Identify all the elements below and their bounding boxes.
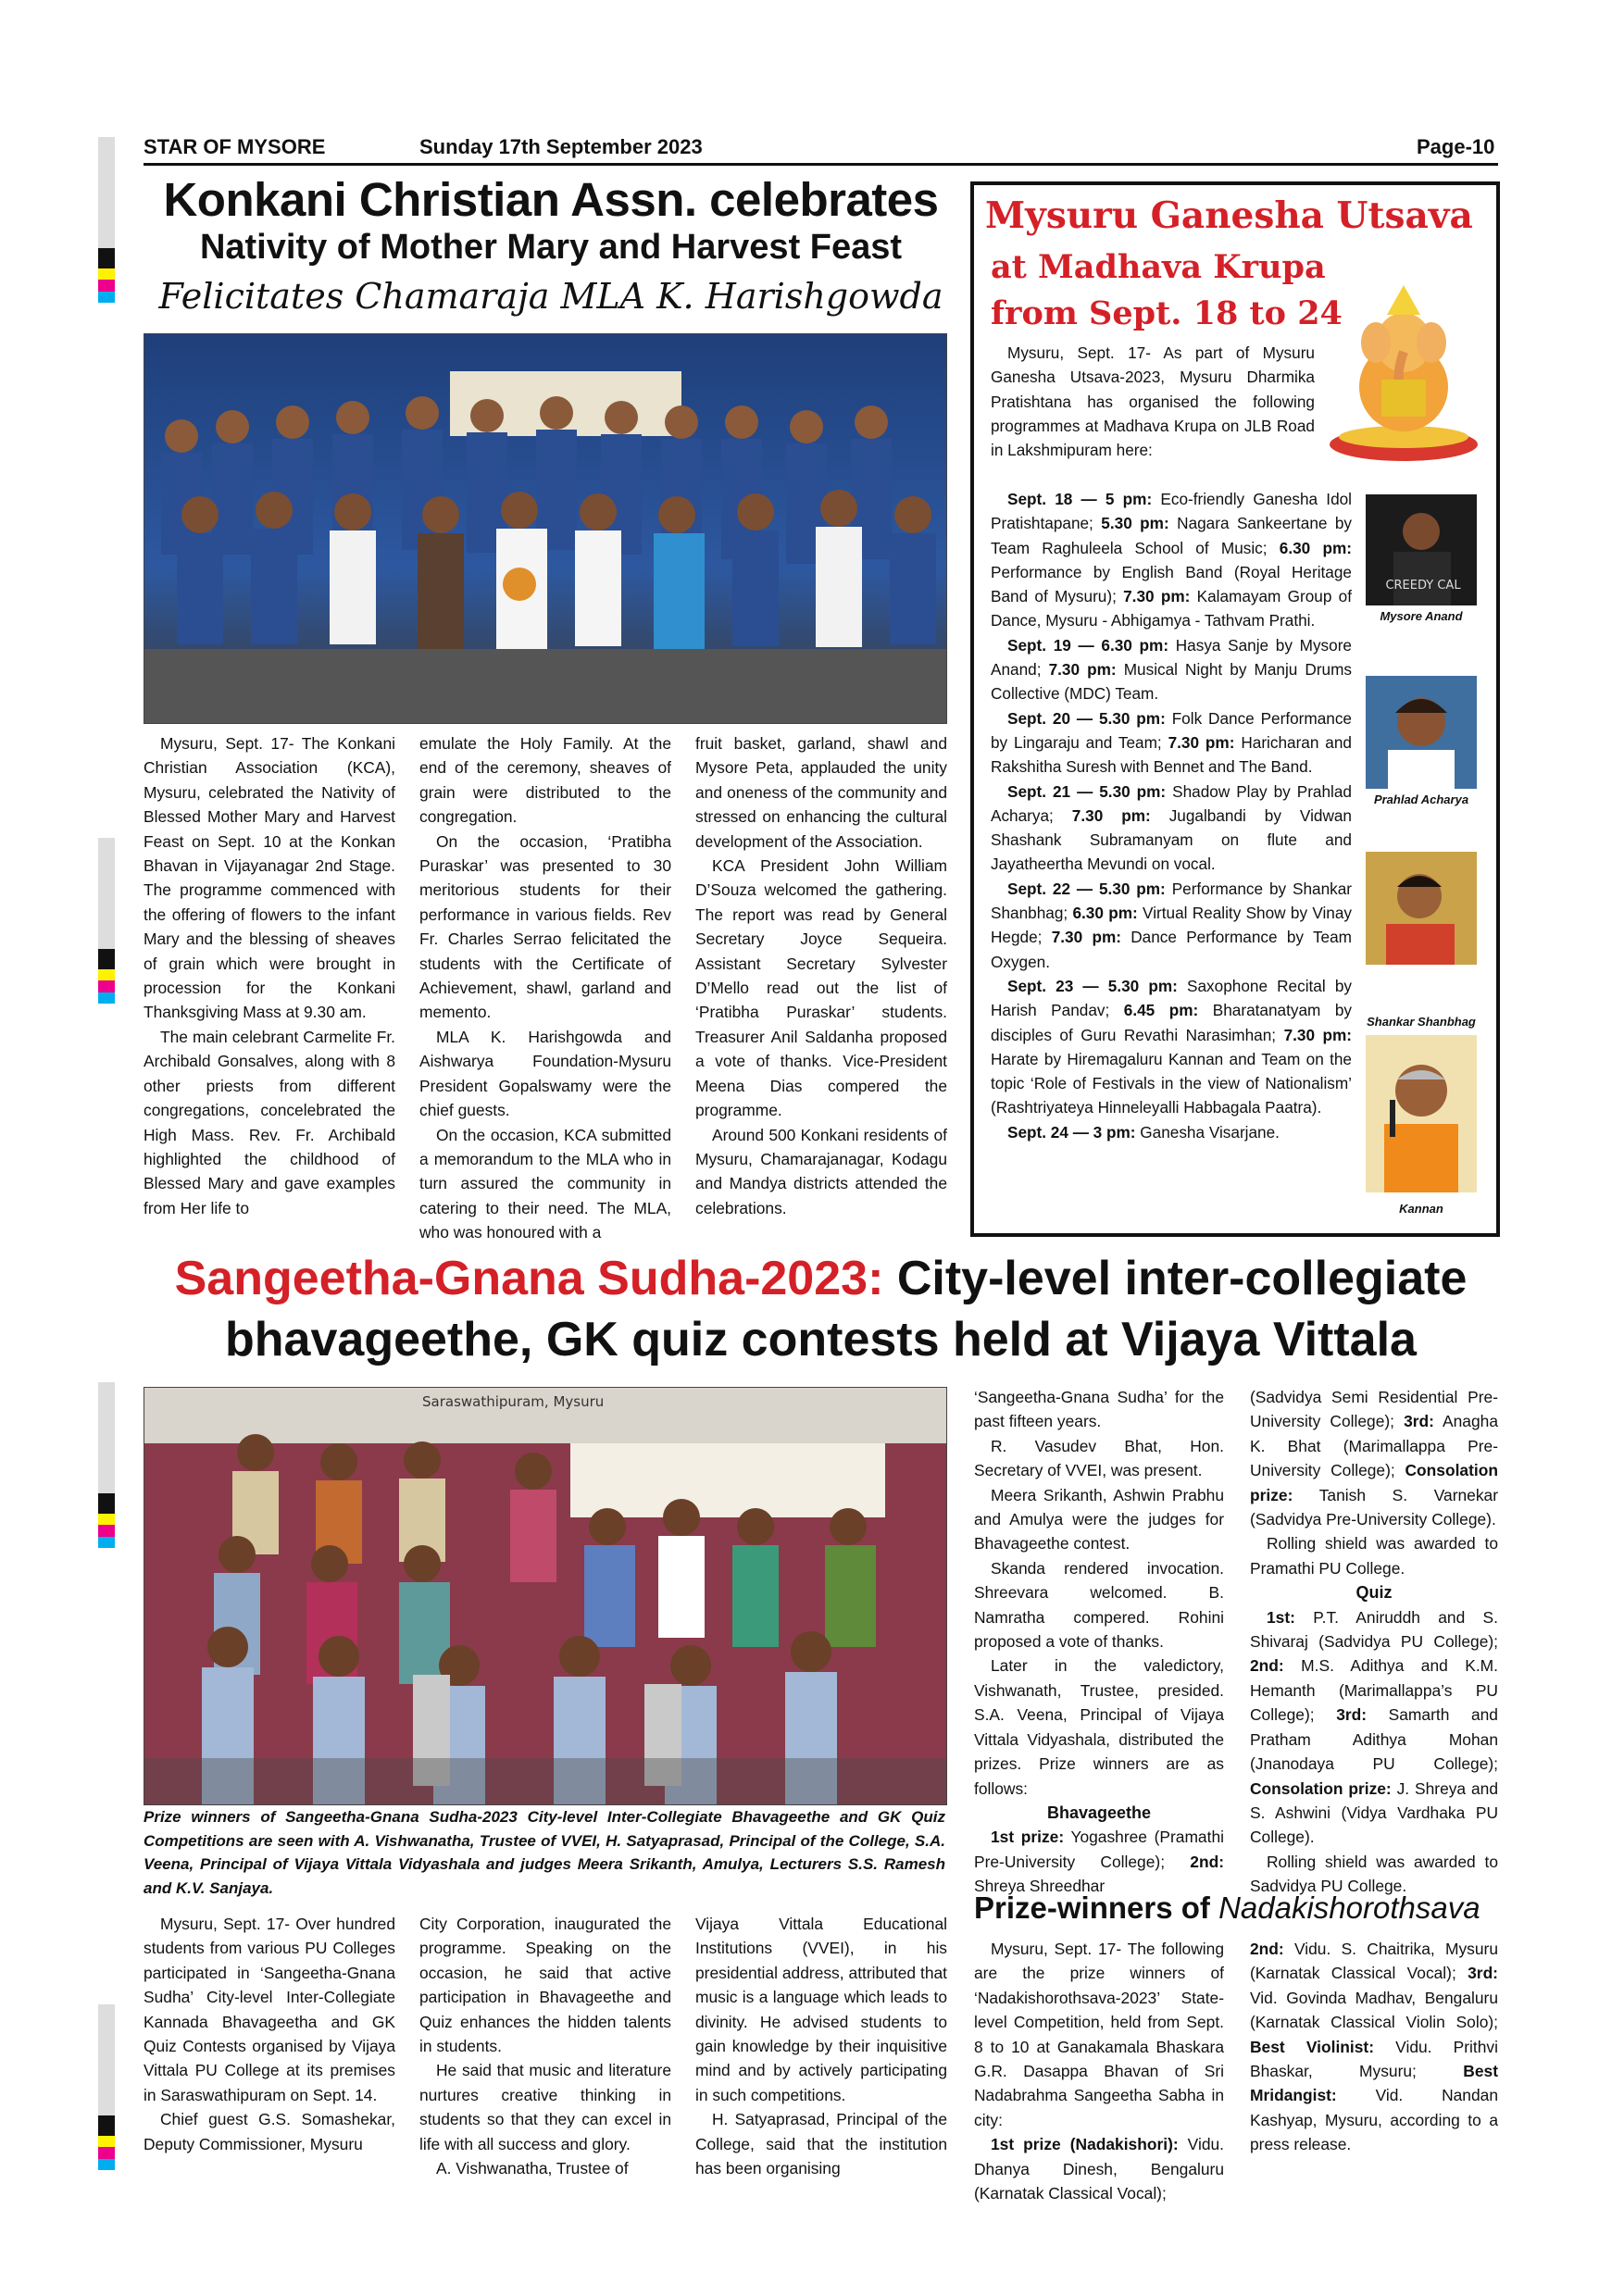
- nadakishori-2nd-label: 2nd:: [1250, 1940, 1284, 1958]
- article2-headline-red: Sangeetha-Gnana Sudha-2023:: [174, 1252, 884, 1305]
- article2-col4-para5: Later in the valedictory, Vishwanath, Trustee, presided. S.A. Veena, Principal of Vijaya Vittala Vidyashala, distributed the prizes. Prize winners are as follows:: [974, 1656, 1224, 1798]
- prahlad-acharya-photo: [1366, 676, 1477, 789]
- quiz-2nd-label: 2nd:: [1250, 1656, 1284, 1676]
- article1-col3-para2: KCA President John William D’Souza welcomed the gathering. The report was read by General Secretary Joyce Sequeira. Assistant Secretary Sylvester D’Mello read out the list of ‘Pratibha Puraskar’ students. Treasurer Anil Saldanha proposed a vote of thanks. Vice-President Meena Dias compered the programme.: [695, 856, 947, 1120]
- bhava-1st-label: 1st prize:: [991, 1828, 1065, 1847]
- article3-headline-italic: Nadakishorothsava: [1218, 1890, 1480, 1925]
- reg-bar-magenta-2: [98, 980, 115, 992]
- best-violinist-label: Best Violinist:: [1250, 2037, 1374, 2056]
- schedule-sept-19: [991, 633, 1352, 706]
- quiz-consolation-label: Consolation prize:: [1250, 1778, 1392, 1798]
- schedule-text: Dance Performance by Team Oxygen.: [991, 928, 1352, 971]
- best-mridangist-text: Vid. Nandan Kashyap, Mysuru, according to a press release.: [1250, 2086, 1498, 2154]
- reg-bar-grey-1: [98, 137, 115, 248]
- article2-col2-para1: City Corporation, inaugurated the programme. Speaking on the occasion, he said that active participation in Bhavageethe and Quiz enhances the hidden talents in students.: [419, 1915, 671, 2056]
- article3-column-1: [974, 1937, 1224, 2205]
- schedule-text: Hasya Sanje by Mysore Anand;: [991, 635, 1352, 680]
- caption-mysore-anand: Mysore Anand: [1380, 609, 1463, 623]
- bhava-2nd-label: 2nd:: [1190, 1852, 1224, 1871]
- quiz-subhead: Quiz: [1355, 1583, 1393, 1603]
- kca-group-photo: [144, 333, 947, 724]
- reg-bar-magenta-3: [98, 1525, 115, 1537]
- prize-winners-caption: Prize winners of Sangeetha-Gnana Sudha-2023 City-level Inter-Collegiate Bhavageethe and GK Quiz Competitions are seen with A. Vishwanatha, Trustee of VVEI, H. Satyaprasad, Principal of the College, S.A. Veena, Principal of Vijaya Vittala Vidyashala and judges Meera Srikanth, Amulya, Lecturers S.S. Ramesh and K.V. Sanjaya.: [144, 1808, 945, 1897]
- article1-headline: Konkani Christian Assn. celebrates: [163, 173, 939, 226]
- schedule-label: 6.45 pm:: [1123, 1001, 1199, 1020]
- article2-column-3: [695, 1912, 947, 2180]
- reg-bar-grey-3: [98, 1382, 115, 1493]
- nadakishori-1st-text: Vidu. Dhanya Dinesh, Bengaluru (Karnatak Classical Vocal);: [974, 2135, 1224, 2203]
- schedule-text: Nagara Sankeertane by Team Raghuleela School of Music;: [991, 514, 1353, 557]
- article1-col3-para1: fruit basket, garland, shawl and Mysore Peta, applauded the unity and oneness of the community and stressed on enhancing the cultural development of the Association.: [695, 734, 947, 851]
- reg-bar-black-3: [98, 1493, 115, 1514]
- article1-kicker: Felicitates Chamaraja MLA K. Harishgowda: [158, 276, 943, 317]
- ganesha-schedule: [991, 487, 1352, 1144]
- schedule-text: Virtual Reality Show by Vinay Hegde;: [991, 904, 1353, 947]
- article1-col1-para2: The main celebrant Carmelite Fr. Archibald Gonsalves, along with 8 other priests from different congregations, concelebrated the High Mass. Rev. Fr. Archibald highlighted the childhood of Blessed Mary and gave examples from Her life to: [144, 1027, 395, 1217]
- bhava-1st-text: Yogashree (Pramathi Pre-University College);: [974, 1828, 1224, 1871]
- reg-bar-cyan-2: [98, 992, 115, 1004]
- article1-col3-para3: Around 500 Konkani residents of Mysuru, Chamarajanagar, Kodagu and Mandya districts attended the celebrations.: [695, 1125, 947, 1217]
- article2-column-5: [1250, 1385, 1498, 1899]
- article2-col1-para2: Chief guest G.S. Somashekar, Deputy Commissioner, Mysuru: [144, 2110, 395, 2153]
- nadakishori-3rd-text: Vid. Govinda Madhav, Bengaluru (Karnatak Classical Violin Solo);: [1250, 1988, 1498, 2032]
- reg-bar-grey-2: [98, 838, 115, 949]
- bhava-prize-line: [974, 1825, 1224, 1898]
- article3-headline: [974, 1890, 1498, 1926]
- quiz-shield: Rolling shield was awarded to Sadvidya PU College.: [1250, 1852, 1498, 1896]
- schedule-text: Saxophone Recital by Harish Pandav;: [991, 976, 1352, 1020]
- schedule-text: Kalamayam Group of Dance, Mysuru - Abhigamya - Tathvam Prathi.: [991, 587, 1353, 630]
- bhava-2nd-text: Shreya Shreedhar: [974, 1877, 1106, 1896]
- quiz-consolation-text: J. Shreya and S. Ashwini (Vidya Vardhaka PU College).: [1250, 1778, 1498, 1847]
- bhava-3rd-text: Anagha K. Bhat (Marimallappa Pre-University College);: [1250, 1412, 1498, 1480]
- article1-col2-para1: emulate the Holy Family. At the end of the ceremony, sheaves of grain were distributed to the congregation.: [419, 734, 671, 827]
- article3-prize-2: [1250, 1937, 1498, 2157]
- best-violinist-text: Vidu. Prithvi Bhaskar, Mysuru;: [1250, 2037, 1498, 2081]
- schedule-label: 7.30 pm:: [1123, 587, 1191, 606]
- schedule-sept-24: [991, 1120, 1352, 1144]
- bhava-3rd-label: 3rd:: [1404, 1412, 1434, 1431]
- article2-column-2: [419, 1912, 671, 2180]
- best-mridangist-label: Best Mridangist:: [1250, 2062, 1498, 2105]
- reg-bar-cyan-4: [98, 2159, 115, 2170]
- reg-bar-magenta-4: [98, 2147, 115, 2159]
- nadakishori-2nd-text: Vidu. S. Chaitrika, Mysuru (Karnatak Classical Vocal);: [1250, 1940, 1498, 1983]
- kannan-photo: [1366, 1035, 1477, 1192]
- article1-col2-para4: On the occasion, KCA submitted a memorandum to the MLA who in turn assured the community in catering to their need. The MLA, who was honoured with a: [419, 1125, 671, 1242]
- schedule-label: 6.30 pm:: [1279, 538, 1352, 557]
- schedule-sept-22: [991, 877, 1352, 974]
- schedule-label: 6.30 pm:: [1072, 904, 1138, 923]
- article1-col2-para2: On the occasion, ‘Pratibha Puraskar’ was presented to 30 meritorious students for their performance in various fields. Rev Fr. Charles Serrao felicitated the students with the Certificate of Achievement, shawl, garland and memento.: [419, 831, 671, 1022]
- schedule-text: Bharatanatyam by disciples of Guru Revathi Narasimhan;: [991, 1001, 1352, 1044]
- shankar-shanbhag-photo: [1366, 852, 1477, 965]
- schedule-label: Sept. 21 — 5.30 pm:: [1007, 781, 1167, 801]
- caption-shankar-shanbhag: Shankar Shanbhag: [1367, 1015, 1476, 1029]
- article3-column-2: [1250, 1937, 1498, 2157]
- reg-bar-cyan-3: [98, 1537, 115, 1548]
- reg-bar-black-1: [98, 248, 115, 268]
- article2-col4-para1: ‘Sangeetha-Gnana Sudha’ for the past fifteen years.: [974, 1388, 1224, 1431]
- schedule-sept-20: [991, 706, 1352, 780]
- schedule-label: Sept. 23 — 5.30 pm:: [1007, 976, 1178, 995]
- bhava-2nd-text-cont: (Sadvidya Semi Residential Pre-University College);: [1250, 1388, 1498, 1431]
- mysore-anand-photo: [1366, 494, 1477, 605]
- quiz-1st-text: P.T. Aniruddh and S. Shivaraj (Sadvidya PU College);: [1250, 1607, 1498, 1652]
- prize-winners-photo: [144, 1387, 947, 1805]
- article2-col3-para2: H. Satyaprasad, Principal of the College, said that the institution has been organising: [695, 2110, 947, 2178]
- article2-column-1: [144, 1912, 395, 2156]
- schedule-text: Eco-friendly Ganesha Idol Pratishtapane;: [991, 490, 1352, 533]
- ganesha-title-1: Mysuru Ganesha Utsava: [985, 194, 1473, 237]
- reg-bar-yellow-3: [98, 1514, 115, 1525]
- schedule-label: Sept. 22 — 5.30 pm:: [1007, 879, 1166, 898]
- masthead-rule: [144, 163, 1498, 166]
- nadakishori-3rd-label: 3rd:: [1468, 1964, 1498, 1983]
- caption-prahlad-acharya: Prahlad Acharya: [1373, 792, 1469, 806]
- ganesha-intro-para: Mysuru, Sept. 17- As part of Mysuru Ganesha Utsava-2023, Mysuru Dharmika Pratishtana has organised the following programmes at Madhava Krupa on JLB Road in Lakshmipuram here:: [991, 343, 1315, 460]
- paper-name: STAR OF MYSORE: [144, 135, 326, 158]
- article2-col1-para1: Mysuru, Sept. 17- Over hundred students from various PU Colleges participated in ‘Sangeetha-Gnana Sudha’ City-level Inter-Collegiate Kannada Bhavageetha and GK Quiz Contests organised by Vijaya Vittala PU College at its premises in Saraswathipuram on Sept. 14.: [144, 1915, 395, 2104]
- schedule-text: Ganesha Visarjane.: [1140, 1122, 1280, 1142]
- article1-column-3: [695, 731, 947, 1220]
- bhava-shield: Rolling shield was awarded to Pramathi PU College.: [1250, 1534, 1498, 1578]
- reg-bar-yellow-1: [98, 268, 115, 280]
- schedule-label: Sept. 20 — 5.30 pm:: [1007, 708, 1166, 728]
- ganesha-intro: [991, 341, 1315, 462]
- reg-bar-grey-4: [98, 2004, 115, 2115]
- schedule-text: Jugalbandi by Vidwan Shashank Subramanyam on flute and Jayatheertha Mevundi on vocal.: [991, 805, 1352, 874]
- bhava-3rd-line: [1250, 1385, 1498, 1531]
- schedule-label: 7.30 pm:: [1071, 805, 1151, 825]
- bhava-consolation-label: Consolation prize:: [1250, 1461, 1498, 1504]
- reg-bar-black-2: [98, 949, 115, 969]
- quiz-prize-line: [1250, 1605, 1498, 1850]
- schedule-label: Sept. 19 — 6.30 pm:: [1007, 635, 1169, 655]
- schedule-text: Shadow Play by Prahlad Acharya;: [991, 781, 1352, 825]
- schedule-text: Performance by English Band (Royal Heritage Band of Mysuru);: [991, 562, 1352, 606]
- bhava-consolation-text: Tanish S. Varnekar (Sadvidya Pre-University College).: [1250, 1485, 1498, 1529]
- schedule-text: Performance by Shankar Shanbhag;: [991, 879, 1352, 923]
- article1-col2-para3: MLA K. Harishgowda and Aishwarya Foundation-Mysuru President Gopalswamy were the chief guests.: [419, 1027, 671, 1120]
- quiz-1st-label: 1st:: [1267, 1607, 1295, 1627]
- schedule-label: 5.30 pm:: [1101, 514, 1169, 533]
- schedule-text: Haricharan and Rakshitha Suresh with Bennet and The Band.: [991, 732, 1352, 777]
- article2-headline-rest: City-level inter-collegiate: [896, 1252, 1468, 1305]
- article3-col1-para1: Mysuru, Sept. 17- The following are the prize winners of ‘Nadakishorothsava-2023’ State-level Competition, held from Sept. 8 to 10 at Ganakamala Bhaskara G.R. Dasappa Bhavan of Sri Nadabrahma Sangeetha Sabha in city:: [974, 1940, 1224, 2129]
- schedule-label: Sept. 24 — 3 pm:: [1007, 1122, 1136, 1142]
- article1-column-1: [144, 731, 395, 1220]
- article1-col1-para1: Mysuru, Sept. 17- The Konkani Christian Association (KCA), Mysuru, celebrated the Nativity of Blessed Mother Mary and Harvest Feast on Sept. 10 at the Konkan Bhavan in Vijayanagar 2nd Stage. The programme commenced with the offering of flowers to the infant Mary and the blessing of sheaves of grain which were brought in procession for the Konkani Thanksgiving Mass at 9.30 am.: [144, 734, 395, 1022]
- page-number: Page-10: [1417, 135, 1495, 158]
- ganesha-title-3: from Sept. 18 to 24: [991, 294, 1343, 332]
- schedule-label: Sept. 18 — 5 pm:: [1007, 490, 1153, 508]
- article3-headline-bold: Prize-winners of: [974, 1890, 1210, 1925]
- schedule-sept-23: [991, 974, 1352, 1120]
- schedule-text: Harate by Hiremagaluru Kannan and Team on the topic ‘Role of Festivals in the view of Nationalism’ (Rashtriyateya Hinneleyalli Habbagala Paatra).: [991, 1049, 1352, 1117]
- article2-col4-para2: R. Vasudev Bhat, Hon. Secretary of VVEI, was present.: [974, 1436, 1224, 1480]
- nadakishori-1st-label: 1st prize (Nadakishori):: [991, 2135, 1179, 2154]
- tshirt-text: CREEDY CAL: [1385, 579, 1461, 593]
- schedule-sept-21: [991, 780, 1352, 877]
- quiz-2nd-text: M.S. Adithya and K.M. Hemanth (Marimallappa’s PU College);: [1250, 1656, 1498, 1725]
- article2-col2-para2: He said that music and literature nurtures creative thinking in students so that they can excel in life with all success and glory.: [419, 2061, 671, 2153]
- reg-bar-yellow-4: [98, 2136, 115, 2147]
- schedule-text: Musical Night by Manju Drums Collective (MDC) Team.: [991, 660, 1353, 704]
- article2-col3-para1: Vijaya Vittala Educational Institutions (VVEI), in his presidential address, attributed that music is a language which leads to divinity. He advised students to gain knowledge by their inquisitive mind and by actively participating in such competitions.: [695, 1915, 947, 2104]
- reg-bar-cyan-1: [98, 292, 115, 303]
- ganesha-idol-image: [1326, 278, 1481, 463]
- article2-headline-line2: bhavageethe, GK quiz contests held at Vijaya Vittala: [225, 1313, 1417, 1366]
- schedule-label: 7.30 pm:: [1048, 660, 1117, 680]
- article1-subheadline: Nativity of Mother Mary and Harvest Feast: [199, 228, 903, 267]
- article2-col4-para4: Skanda rendered invocation. Shreevara welcomed. B. Namratha compered. Rohini proposed a vote of thanks.: [974, 1558, 1224, 1652]
- bhavageethe-subhead: Bhavageethe: [1046, 1803, 1152, 1822]
- ganesha-title-2: at Madhava Krupa: [991, 248, 1326, 286]
- article2-col2-para3: A. Vishwanatha, Trustee of: [436, 2159, 629, 2178]
- schedule-label: 7.30 pm:: [1051, 928, 1121, 947]
- photo-sign-text: Saraswathipuram, Mysuru: [422, 1393, 605, 1410]
- article2-column-4: [974, 1385, 1224, 1899]
- schedule-label: 7.30 pm:: [1283, 1025, 1352, 1044]
- article3-prize-1: [974, 2132, 1224, 2205]
- issue-date: Sunday 17th September 2023: [419, 135, 703, 158]
- reg-bar-black-4: [98, 2115, 115, 2136]
- schedule-text: Folk Dance Performance by Lingaraju and Team;: [991, 708, 1352, 752]
- article2-col4-para3: Meera Srikanth, Ashwin Prabhu and Amulya were the judges for Bhavageethe contest.: [974, 1485, 1224, 1554]
- schedule-label: 7.30 pm:: [1168, 732, 1235, 752]
- schedule-sept-18: [991, 487, 1352, 633]
- quiz-3rd-label: 3rd:: [1336, 1705, 1368, 1725]
- article1-column-2: [419, 731, 671, 1245]
- caption-kannan: Kannan: [1399, 1202, 1443, 1216]
- reg-bar-magenta-1: [98, 280, 115, 292]
- reg-bar-yellow-2: [98, 969, 115, 980]
- quiz-3rd-text: Samarth and Pratham Adithya Mohan (Jnanodaya PU College);: [1250, 1705, 1498, 1774]
- article2-headline: [144, 1250, 1498, 1307]
